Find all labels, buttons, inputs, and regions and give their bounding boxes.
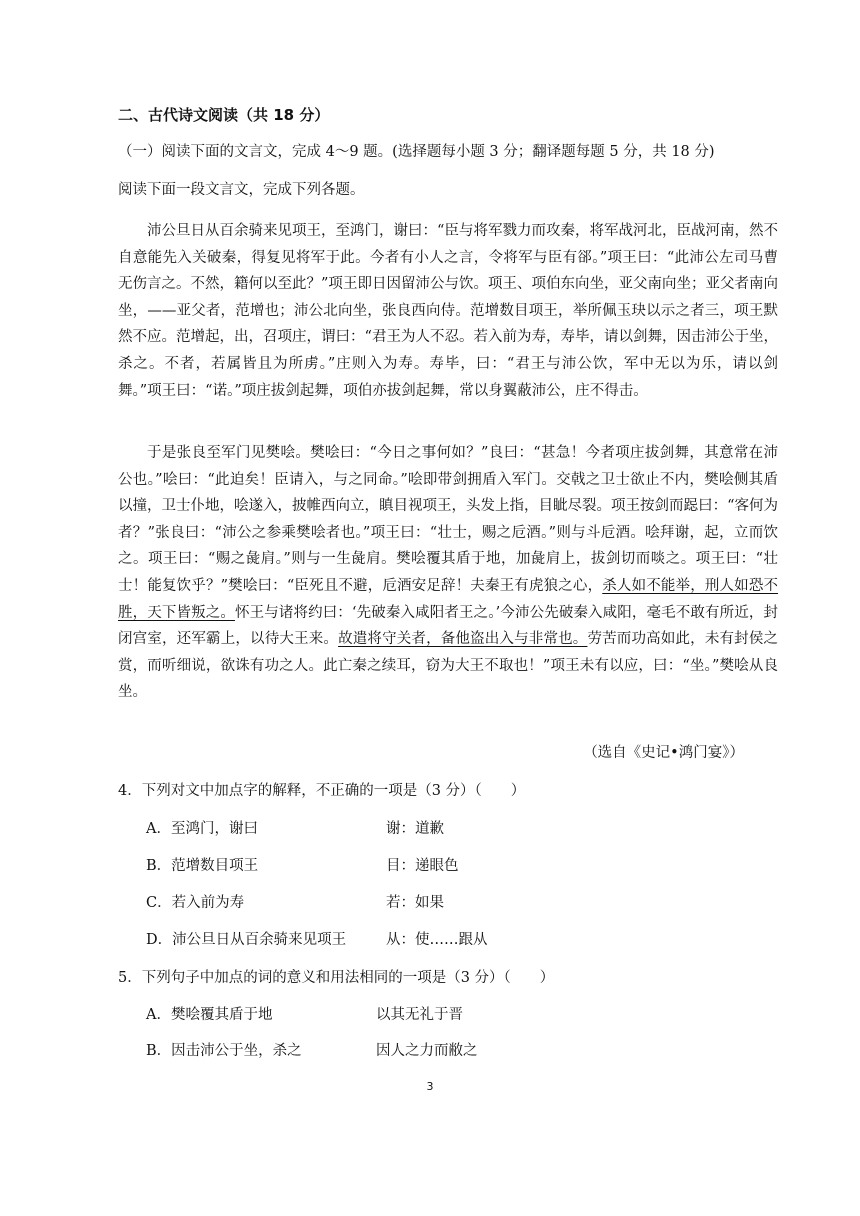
option-sentence: D．沛公旦日从百余骑来见项王 (146, 932, 347, 948)
passage-paragraph-1: 沛公旦日从百余骑来见项王，至鸿门，谢曰：“臣与将军戮力而攻秦，将军战河北，臣战河南，然不自意能先入关破秦，得复见将军于此。今者有小人之言，令将军与臣有郤。”项王曰：“此沛公左司马曹无伤言之。不然，籍何以至此？”项王即日因留沛公与饮。项王、项伯东向坐，亚父南向坐；亚父者南向坐，——亚父者，范增也；沛公北向坐，张良西向侍。范增数目项王，举所佩玉玦以示之者三，项王默然不应。范增起，出，召项庄，谓曰：“君王为人不忍。若入前为寿，寿毕，请以剑舞，因击沛公于坐，杀之。不者，若属皆且为所虏。”庄则入为寿。寿毕，曰：“君王与沛公饮，军中无以为乐，请以剑舞。”项王曰：“诺。”项庄拔剑起舞，项伯亦拔剑起舞，常以身翼蔽沛公，庄不得击。 (118, 223, 778, 399)
underlined-sentence-2: 故遣将守关者，备他盗出入与非常也。 (338, 631, 588, 648)
option-sentence: B．因击沛公于坐，杀之 (146, 1043, 302, 1059)
passage-paragraph-2 (118, 440, 778, 706)
option-sentence: B．范增数目项王 (146, 858, 259, 874)
question-4-option-c (146, 892, 444, 914)
option-gloss: 目：递眼色 (386, 858, 459, 874)
passage-p2-text-b: 怀王与诸将约曰：‘先破秦入咸阳者王之。’今沛公先破秦入咸阳，毫毛不敢有所近，封闭宫室，还军霸上，以待大王来。 (118, 604, 779, 648)
question-5-stem: 5．下列句子中加点的词的意义和用法相同的一项是（3 分）（ ） (118, 970, 555, 986)
option-gloss: 谢：道歉 (386, 821, 444, 837)
question-5-option-a (146, 1004, 463, 1026)
option-gloss: 因人之力而敝之 (376, 1043, 478, 1059)
option-gloss: 从：使……跟从 (386, 932, 488, 948)
passage-source: （选自《史记•鸿门宴》） (583, 745, 744, 761)
question-4-option-b (146, 855, 459, 877)
passage-p2-text-a: 于是张良至军门见樊哙。樊哙曰：“今日之事何如？”良曰：“甚急！今者项庄拔剑舞，其意常在沛公也。”哙曰：“此迫矣！臣请入，与之同命。”哙即带剑拥盾入军门。交戟之卫士欲止不内，樊哙侧其盾以撞，卫士仆地，哙遂入，披帷西向立，瞋目视项王，头发上指，目眦尽裂。项王按剑而跽曰：“客何为者？”张良曰：“沛公之参乘樊哙者也。”项王曰：“壮士，赐之卮酒。”则与斗卮酒。哙拜谢，起，立而饮之。项王曰：“赐之彘肩。”则与一生彘肩。樊哙覆其盾于地，加彘肩上，拔剑切而啖之。项王曰：“壮士！能复饮乎？”樊哙曰：“臣死且不避，卮酒安足辞！夫秦王有虎狼之心， (118, 445, 778, 594)
instruction-line-1: （一）阅读下面的文言文，完成 4～9 题。(选择题每小题 3 分；翻译题每题 5 分，共 18 分) (118, 144, 715, 160)
section-title: 二、古代诗文阅读（共 18 分） (118, 106, 330, 124)
passage-p2-text-c: 劳苦而功高如此，未有封侯之赏，而听细说，欲诛有功之人。此亡秦之续耳，窃为大王不取也！”项王未有以应，曰：“坐。”樊哙从良坐。 (118, 631, 779, 701)
page-number: 3 (426, 1080, 434, 1093)
option-sentence: A．至鸿门，谢曰 (146, 821, 258, 837)
question-5-option-b (146, 1040, 478, 1062)
option-sentence: A．樊哙覆其盾于地 (146, 1007, 273, 1023)
option-sentence: C．若入前为寿 (146, 895, 245, 911)
question-4-stem: 4．下列对文中加点字的解释，不正确的一项是（3 分）（ ） (118, 783, 526, 799)
question-4-option-d (146, 929, 488, 951)
question-4-option-a (146, 818, 444, 840)
underlined-sentence-1: 杀人如不能举，刑人如恐不胜，天下皆叛之。 (118, 577, 779, 621)
option-gloss: 以其无礼于晋 (376, 1007, 463, 1023)
option-gloss: 若：如果 (386, 895, 444, 911)
instruction-line-2: 阅读下面一段文言文，完成下列各题。 (118, 182, 365, 198)
